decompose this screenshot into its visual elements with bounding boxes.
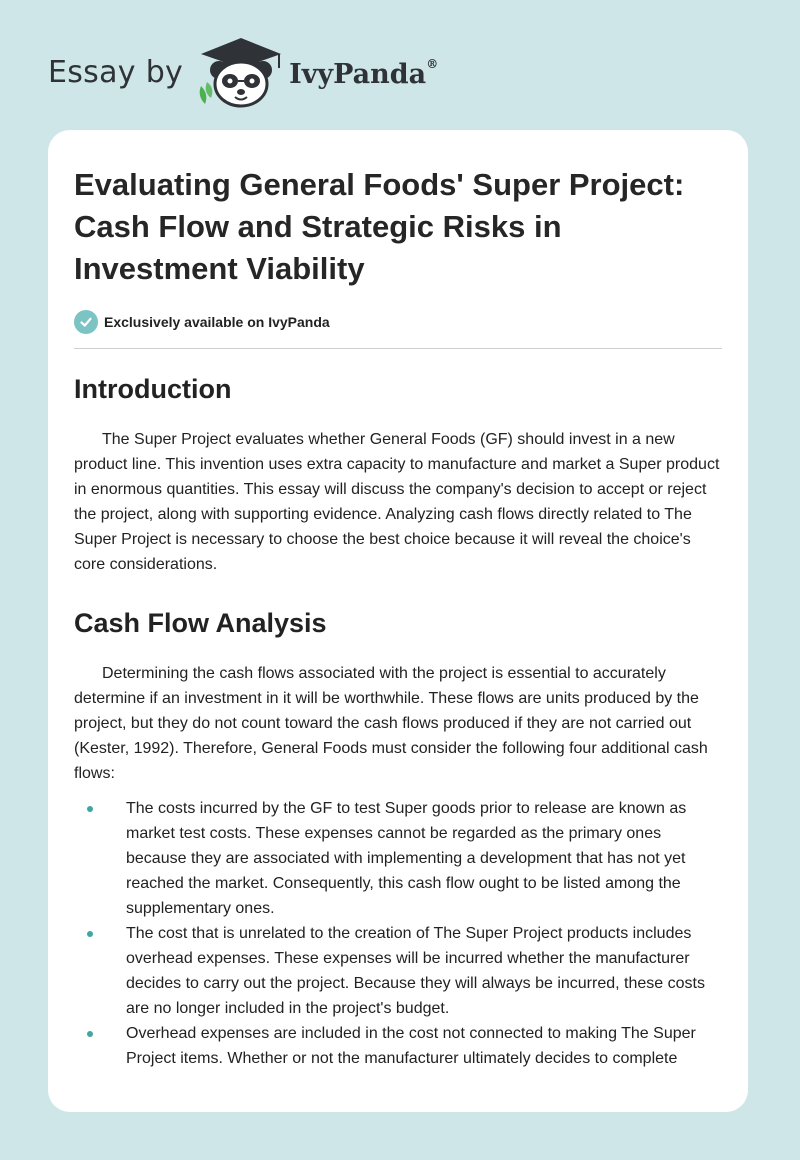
list-item	[74, 921, 722, 1021]
list-item-text: The costs incurred by the GF to test Super goods prior to release are known as market test costs. These expenses cannot be regarded as the primary ones because they are associated with implementing a development that has not yet reached the market. Consequently, this cash flow ought to be listed among the supplementary ones.	[126, 800, 687, 917]
list-item-text: Overhead expenses are included in the cost not connected to making The Super Project items. Whether or not the manufacturer ultimately decides to complete	[126, 1025, 696, 1067]
article-card	[48, 130, 748, 1112]
site-header	[48, 36, 548, 108]
bullet-dot-icon	[87, 931, 93, 937]
check-circle-icon	[74, 310, 98, 334]
exclusive-badge-label: Exclusively available on IvyPanda	[104, 314, 330, 330]
list-item	[74, 1021, 722, 1071]
cash-flow-paragraph: Determining the cash flows associated with the project is essential to accurately determine if an investment in it will be worthwhile. These flows are units produced by the project, but they do not count toward the cash flows produced if they are not carried out (Kester, 1992). Therefore, General Foods must consider the following four additional cash flows:	[74, 665, 708, 782]
section-heading-cash-flow-analysis: Cash Flow Analysis	[74, 608, 327, 638]
bullet-dot-icon	[87, 1031, 93, 1037]
panda-logo-icon[interactable]	[195, 36, 287, 113]
brand-name[interactable]	[289, 56, 439, 90]
cash-flow-list	[74, 796, 722, 1071]
section-heading-introduction: Introduction	[74, 374, 232, 404]
bullet-dot-icon	[87, 806, 93, 812]
list-item	[74, 796, 722, 921]
essay-by-label: Essay by	[48, 54, 184, 90]
title-divider	[74, 348, 722, 349]
exclusive-badge	[74, 310, 722, 334]
brand-text: IvyPanda	[289, 58, 427, 90]
list-item-text: The cost that is unrelated to the creation of The Super Project products includes overhead expenses. These expenses will be incurred whether the manufacturer decides to carry out the project. Because they will always be incurred, these costs are no longer included in the project's budget.	[126, 925, 705, 1017]
introduction-paragraph: The Super Project evaluates whether General Foods (GF) should invest in a new product line. This invention uses extra capacity to manufacture and market a Super product in enormous quantities. This essay will discuss the company's decision to accept or reject the project, along with supporting evidence. Analyzing cash flows directly related to The Super Project is necessary to choose the best choice because it will reveal the choice's core considerations.	[74, 431, 720, 573]
article-title: Evaluating General Foods' Super Project: Cash Flow and Strategic Risks in Investment Viability	[74, 167, 685, 286]
registered-mark: ®	[426, 56, 439, 71]
